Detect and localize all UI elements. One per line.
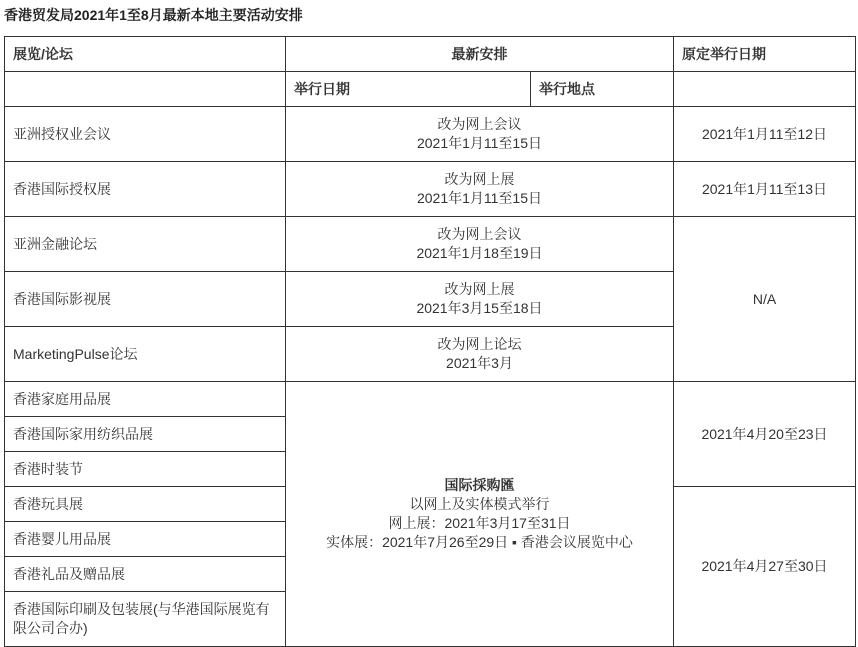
event-name: 香港国际授权展 [5,162,286,217]
arrangement-mode: 改为网上展 [444,281,515,297]
original-date: 2021年1月11至13日 [674,162,856,217]
header-event: 展览/论坛 [5,37,286,72]
arrangement-mode: 改为网上会议 [437,226,522,242]
latest-arrangement [286,272,674,327]
table-row [5,162,856,217]
header-date: 举行日期 [286,72,531,107]
event-name: 香港玩具展 [5,487,286,522]
group-physical: 实体展：2021年7月26至29日 ▪ 香港会议展览中心 [326,534,633,550]
header-venue: 举行地点 [531,72,674,107]
latest-arrangement [286,382,674,647]
table-row [5,217,856,272]
event-name: 香港国际影视展 [5,272,286,327]
arrangement-date: 2021年1月18至19日 [416,245,543,261]
events-table [4,36,856,647]
original-date-na: N/A [674,217,856,382]
group-online: 网上展：2021年3月17至31日 [388,515,571,531]
event-name: 香港国际印刷及包装展(与华港国际展览有限公司合办) [5,592,286,647]
latest-arrangement [286,217,674,272]
original-date: 2021年4月20至23日 [674,382,856,487]
event-name: 香港国际家用纺织品展 [5,417,286,452]
event-name: 亚洲授权业会议 [5,107,286,162]
event-name: 香港礼品及赠品展 [5,557,286,592]
header-empty [674,72,856,107]
original-date: 2021年4月27至30日 [674,487,856,647]
arrangement-date: 2021年3月 [446,355,513,371]
group-title: 国际採购匯 [444,477,515,493]
event-name: 香港婴儿用品展 [5,522,286,557]
arrangement-date: 2021年3月15至18日 [416,300,543,316]
arrangement-mode: 改为网上展 [444,171,515,187]
arrangement-date: 2021年1月11至15日 [416,190,543,206]
header-latest: 最新安排 [286,37,674,72]
original-date: 2021年1月11至12日 [674,107,856,162]
event-name: 香港时装节 [5,452,286,487]
page-title: 香港贸发局2021年1至8月最新本地主要活动安排 [4,7,303,23]
event-name: 亚洲金融论坛 [5,217,286,272]
header-original: 原定举行日期 [674,37,856,72]
latest-arrangement [286,162,674,217]
table-row [5,382,856,417]
arrangement-mode: 改为网上论坛 [437,336,522,352]
arrangement-mode: 改为网上会议 [437,116,522,132]
table-row [5,107,856,162]
event-name: 香港家庭用品展 [5,382,286,417]
event-name: MarketingPulse论坛 [5,327,286,382]
arrangement-date: 2021年1月11至15日 [416,135,543,151]
group-mode: 以网上及实体模式举行 [409,496,550,512]
latest-arrangement [286,327,674,382]
latest-arrangement [286,107,674,162]
header-empty [5,72,286,107]
